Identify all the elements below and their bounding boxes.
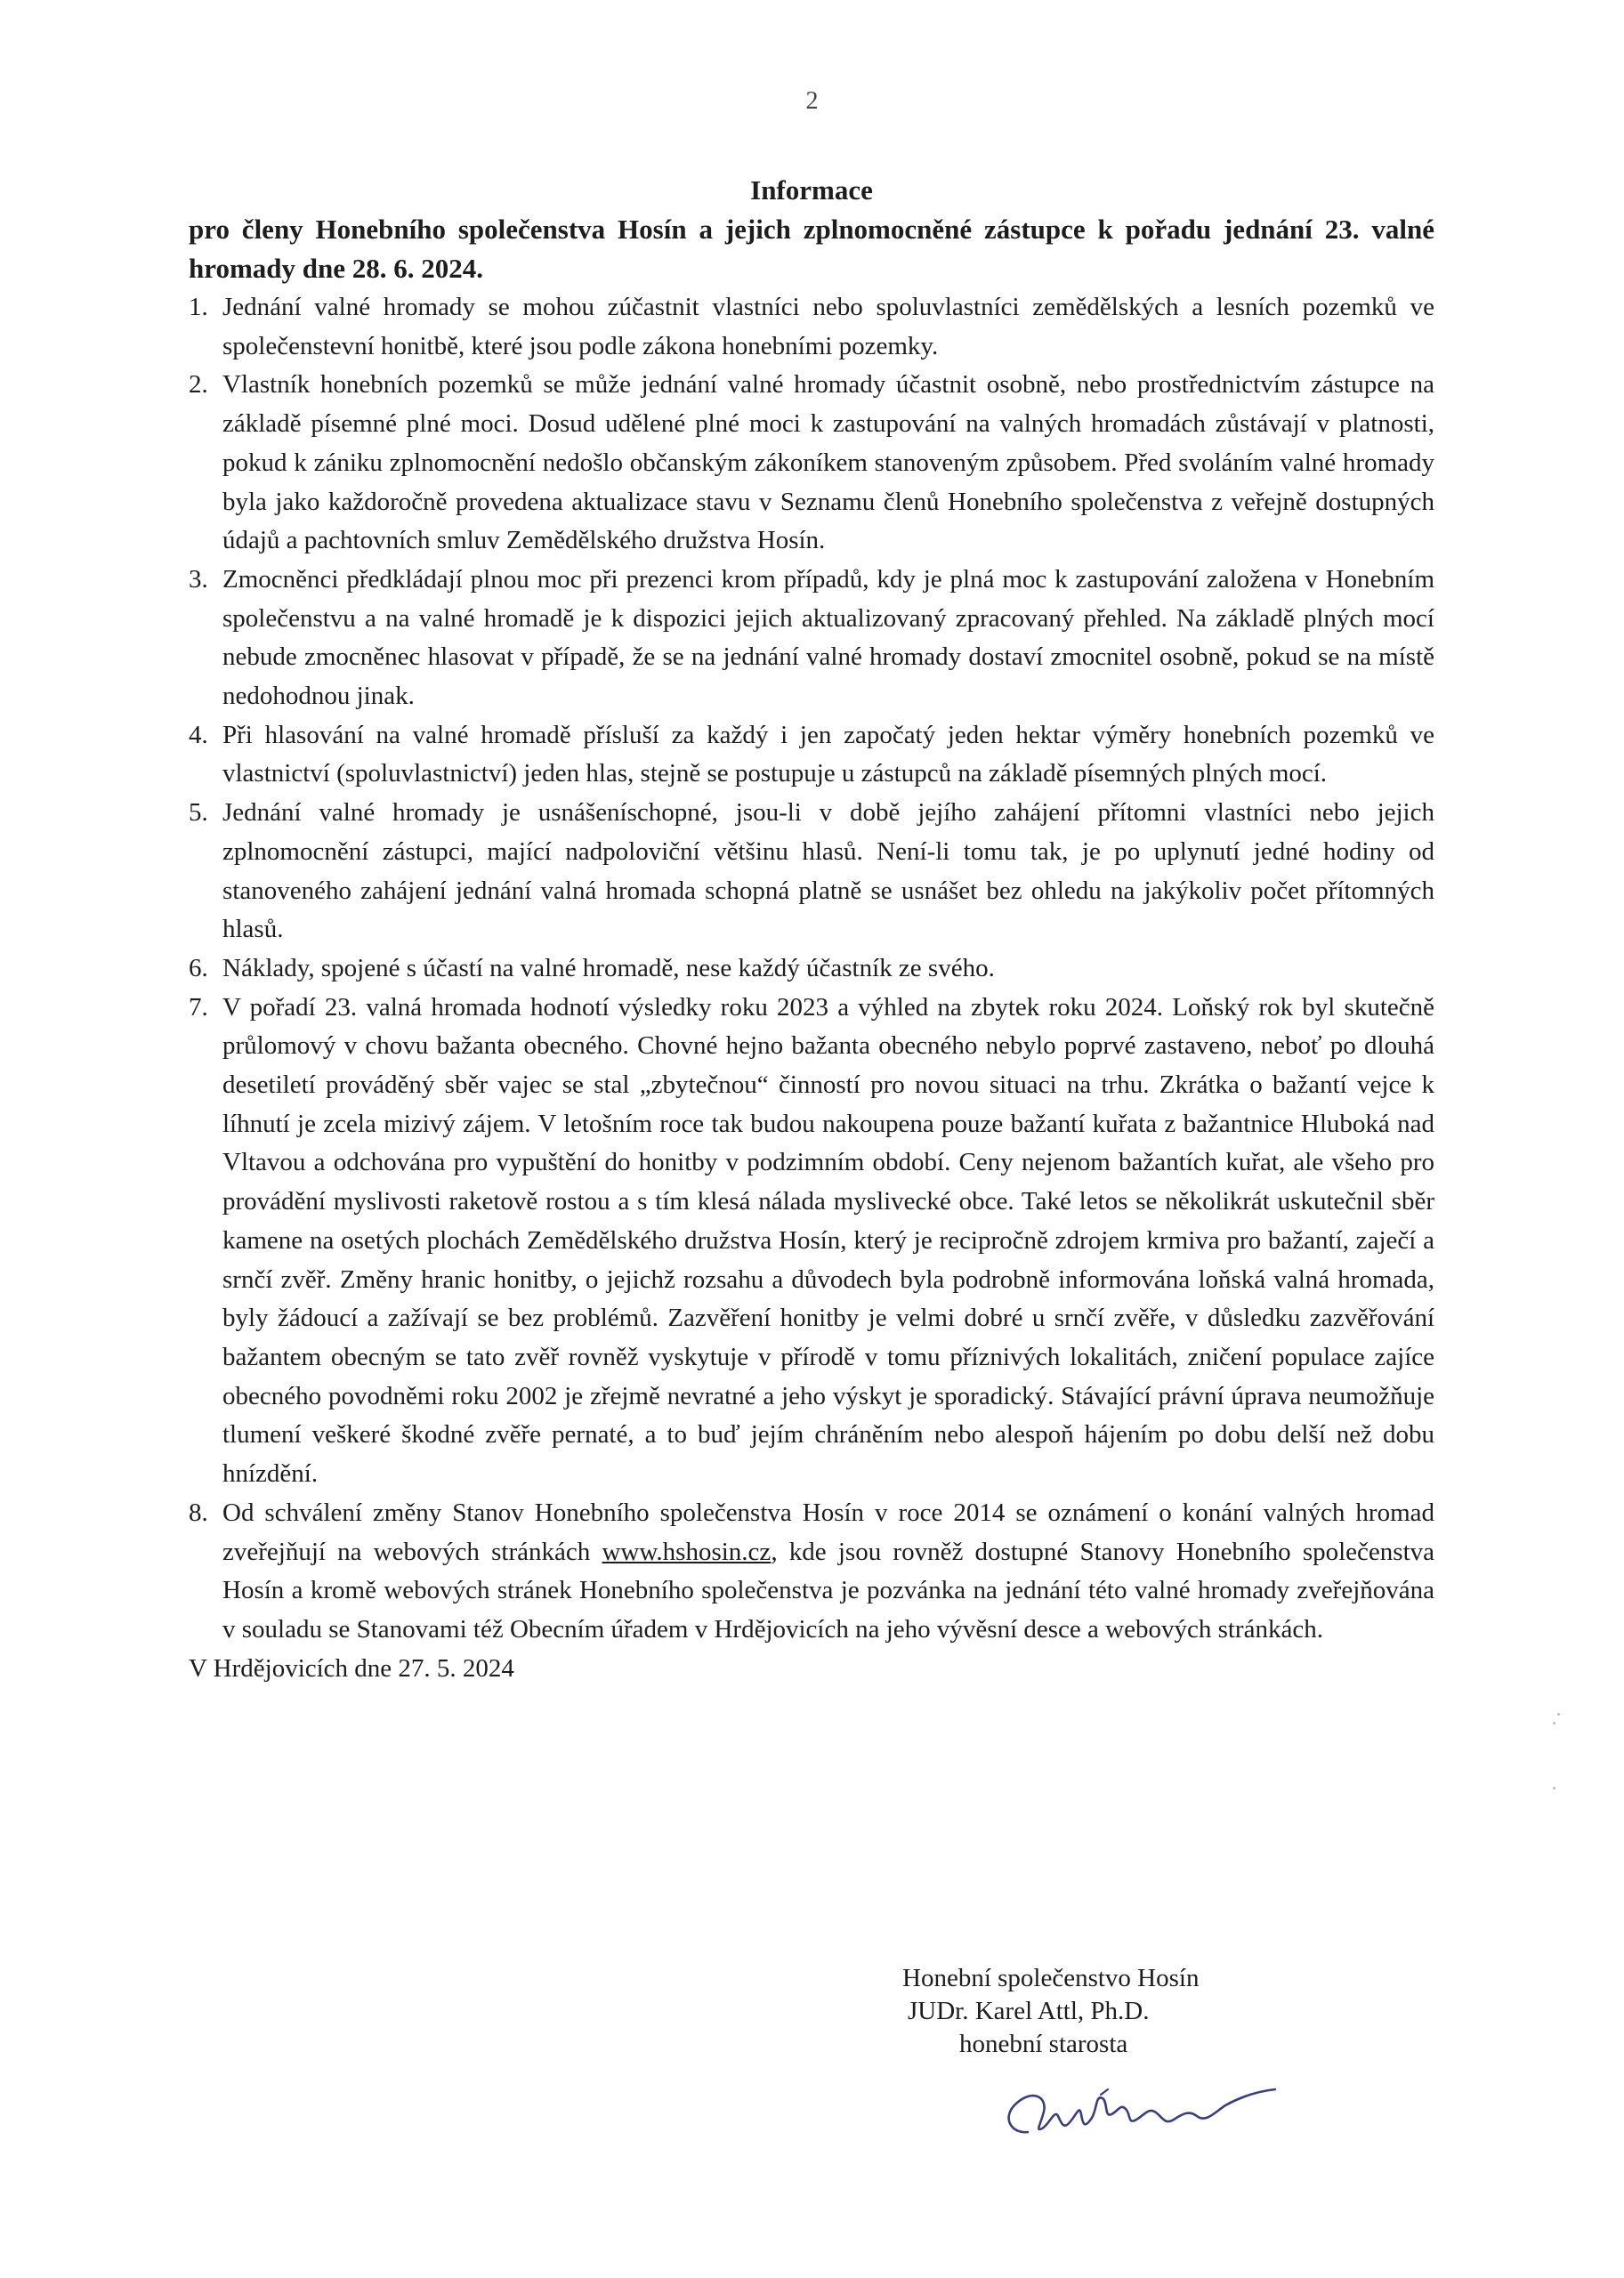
item-number: 4.	[189, 720, 208, 749]
item-text: Jednání valné hromady se mohou zúčastnit vlastníci nebo spoluvlastníci zemědělských a lesních pozemků ve společenstevní honitbě, které jsou podle zákona honebními pozemky.	[222, 293, 1434, 360]
numbered-list	[189, 288, 1434, 1650]
list-item	[189, 716, 1434, 794]
item-number: 5.	[189, 798, 208, 828]
list-item	[189, 949, 1434, 989]
website-link[interactable]: www.hshosin.cz	[602, 1537, 772, 1566]
item-text: Jednání valné hromady je usnášeníschopné, jsou-li v době jejího zahájení přítomni vlastníci nebo jejich zplnomocnění zástupci, mající nadpoloviční většinu hlasů. Není-li tomu tak, je po uplynutí jedné hodiny od stanoveného zahájení jednání valná hromada schopná platně se usnášet bez ohledu na jakýkoliv počet přítomných hlasů.	[222, 798, 1434, 944]
signature-name: JUDr. Karel Attl, Ph.D.	[908, 1997, 1150, 2025]
item-number: 1.	[189, 293, 208, 321]
item-text-before: Od schválení změny Stanov Honebního společenstva Hosín v roce 2014 se oznámení o konání valných hromad zveřejňují na webových stránkách	[222, 1498, 1434, 1566]
list-item	[189, 989, 1434, 1494]
document-title: Informace	[750, 174, 873, 206]
signature-block	[902, 1962, 1199, 2061]
item-number: 7.	[189, 992, 208, 1022]
item-text: Zmocněnci předkládají plnou moc při prezenci krom případů, kdy je plná moc k zastupování založena v Honebním společenstvu a na valné hromadě je k dispozici jejich aktualizovaný zpracovaný přehled. Na základě plných mocí nebude zmocněnec hlasovat v případě, že se na jednání valné hromady dostaví zmocnitel osobně, pokud se na místě nedohodnou jinak.	[222, 564, 1434, 711]
document-subtitle: pro členy Honebního společenstva Hosín a jejich zplnomocněné zástupce k pořadu jednání 23. valné hromady dne 28. 6. 2024.	[189, 214, 1434, 284]
handwritten-signature	[992, 2063, 1295, 2161]
item-text-after: , kde jsou rovněž dostupné Stanovy Honebního společenstva Hosín a kromě webových stránek Honebního společenstva je pozvánka na jednání této valné hromady zveřejňována v souladu se Stanovami též Obecním úřadem v Hrdějovicích na jeho vývěsní desce a webových stránkách.	[222, 1537, 1434, 1644]
document-body	[189, 171, 1434, 1688]
scan-speck	[1553, 1787, 1555, 1789]
scan-speck	[1553, 1722, 1555, 1725]
page-number: 2	[805, 87, 819, 115]
scan-speck	[1557, 1713, 1560, 1716]
item-number: 8.	[189, 1498, 208, 1527]
item-number: 3.	[189, 564, 208, 594]
item-text: V pořadí 23. valná hromada hodnotí výsledky roku 2023 a výhled na zbytek roku 2024. Loňský rok byl skutečně průlomový v chovu bažanta obecného. Chovné hejno bažanta obecného nebylo poprvé zastaveno, neboť po dlouhá desetiletí prováděný sběr vajec se stal „zbytečnou“ činností pro novou situaci na trhu. Zkrátka o bažantí vejce k líhnutí je zcela mizivý zájem. V letošním roce tak budou nakoupena pouze bažantí kuřata z bažantnice Hluboká nad Vltavou a odchována pro vypuštění do honitby v podzimním období. Ceny nejenom bažantích kuřat, ale všeho pro provádění myslivosti raketově rostou a s tím klesá nálada myslivecké obce. Také letos se několikrát uskutečnil sběr kamene na osetých plochách Zemědělského družstva Hosín, který je recipročně zdrojem krmiva pro bažantí, zaječí a srnčí zvěř. Změny hranic honitby, o jejichž rozsahu a důvodech byla podrobně informována loňská valná hromada, byly žádoucí a zažívají se bez problémů. Zazvěření honitby je velmi dobré u srnčí zvěře, v důsledku zazvěřování bažantem obecným se tato zvěř rovněž vyskytuje v přírodě v tomu příznivých lokalitách, zničení populace zajíce obecného povodněmi roku 2002 je zřejmě nevratné a jeho výskyt je sporadický. Stávající právní úprava neumožňuje tlumení veškeré škodné zvěře pernaté, a to buď jejím chráněním nebo alespoň hájením po dobu delší než dobu hnízdění.	[222, 992, 1434, 1489]
item-number: 6.	[189, 953, 208, 982]
list-item	[189, 366, 1434, 561]
list-item	[189, 561, 1434, 716]
item-text: Náklady, spojené s účastí na valné hromadě, nese každý účastník ze svého.	[222, 953, 995, 982]
item-text: Při hlasování na valné hromadě přísluší za každý i jen započatý jeden hektar výměry honebních pozemků ve vlastnictví (spoluvlastnictví) jeden hlas, stejně se postupuje u zástupců na základě písemných plných mocí.	[222, 720, 1434, 788]
list-item	[189, 288, 1434, 366]
place-date: V Hrdějovicích dne 27. 5. 2024	[189, 1653, 514, 1683]
list-item	[189, 1494, 1434, 1650]
item-text: Vlastník honebních pozemků se může jednání valné hromady účastnit osobně, nebo prostřednictvím zástupce na základě písemné plné moci. Dosud udělené plné moci k zastupování na valných hromadách zůstávají v platnosti, pokud k zániku zplnomocnění nedošlo občanským zákoníkem stanoveným způsobem. Před svoláním valné hromady byla jako každoročně provedena aktualizace stavu v Seznamu členů Honebního společenstva z veřejně dostupných údajů a pachtovních smluv Zemědělského družstva Hosín.	[222, 370, 1434, 555]
signature-organization: Honební společenstvo Hosín	[902, 1964, 1200, 1992]
signature-role: honební starosta	[959, 2030, 1128, 2058]
list-item	[189, 794, 1434, 949]
item-number: 2.	[189, 370, 208, 400]
